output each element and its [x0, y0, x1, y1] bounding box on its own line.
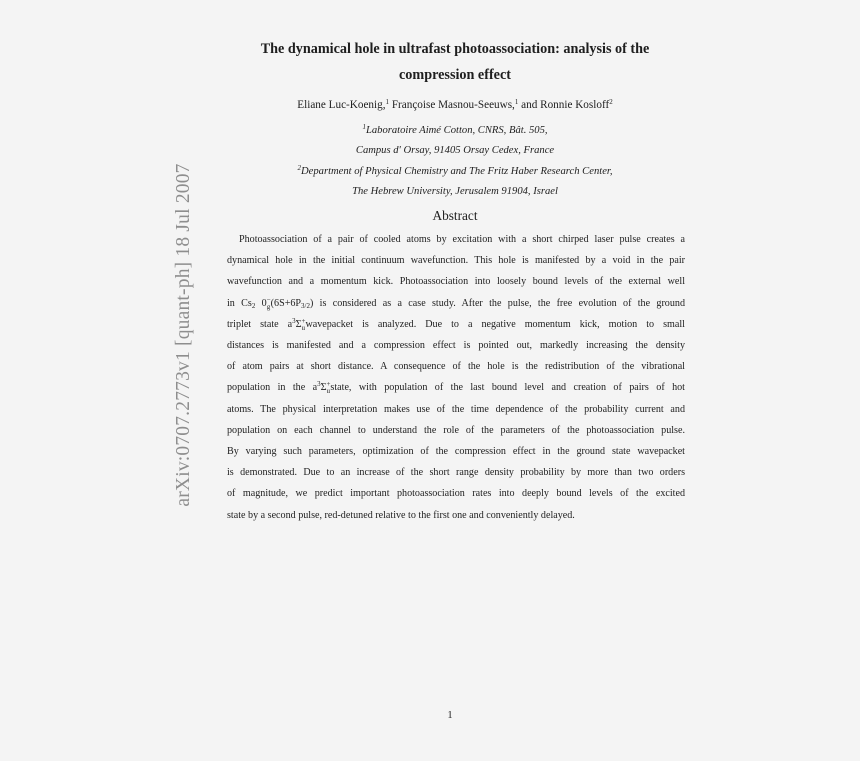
- abstract-line: wavefunction and a momentum kick. Photoassociation into loosely bound levels of the external well: [227, 276, 685, 288]
- text-fragment: triplet state a: [227, 318, 293, 330]
- abstract-line: Photoassociation of a pair of cooled atoms by excitation with a short chirped laser pulse creates a: [239, 234, 685, 245]
- abstract-line: state by a second pulse, red-detuned relative to the first one and conveniently delayed.: [227, 509, 575, 521]
- abstract-line: population on each channel to understand the role of the parameters of the photoassociation pulse.: [227, 424, 685, 436]
- title-line-1: The dynamical hole in ultrafast photoassociation: analysis of the: [260, 41, 650, 57]
- abstract-line: is demonstrated. Due to an increase of the short range density probability by more than two orders: [227, 467, 685, 479]
- text-fragment: wavepacket is analyzed. Due to a negative momentum kick, motion to small: [305, 318, 685, 330]
- page-number: 1: [447, 710, 453, 721]
- superscript: +: [301, 316, 306, 325]
- affiliation-1-line-1: [220, 121, 690, 141]
- text-fragment: population in the a: [227, 382, 318, 394]
- subscript: g: [266, 302, 271, 311]
- abstract-line-triplet: [227, 314, 685, 335]
- arxiv-stamp: arXiv:0707.2773v1 [quant-ph] 18 Jul 2007: [173, 163, 194, 507]
- affiliation-1-line-2: Campus d' Orsay, 91405 Orsay Cedex, France: [355, 145, 555, 157]
- sigma-symbol: Σ: [320, 382, 327, 394]
- text-fragment: (6S+6P: [270, 297, 302, 309]
- affiliations: [220, 121, 690, 202]
- author-2: Françoise Masnou-Seeuws,: [391, 99, 515, 111]
- affiliation-2-line-2: The Hebrew University, Jerusalem 91904, Israel: [352, 185, 558, 197]
- superscript: +: [326, 380, 331, 389]
- abstract-line: of magnitude, we predict important photoassociation rates into deeply bound levels of the excited: [227, 488, 685, 500]
- affiliation-2-text: Department of Physical Chemistry and The Fritz Haber Research Center,: [301, 165, 613, 177]
- abstract-line-population: [227, 377, 685, 398]
- affiliation-1-mark: 1: [362, 123, 366, 131]
- superscript: −: [266, 295, 271, 304]
- text-fragment: ) is considered as a case study. After the pulse, the free evolution of the ground: [310, 297, 685, 309]
- text-fragment: state, with population of the last bound level and creation of pairs of hot: [330, 382, 685, 394]
- author-3-affil-mark: 2: [609, 98, 613, 106]
- text-fragment: in Cs: [227, 297, 252, 309]
- author-1: Eliane Luc-Koenig,: [297, 99, 386, 111]
- author-2-affil-mark: 1: [514, 98, 519, 106]
- affiliation-1-text: Laboratoire Aimé Cotton, CNRS, Bât. 505,: [365, 125, 548, 136]
- abstract-line: dynamical hole in the initial continuum wavefunction. This hole is manifested by a void in the pair: [227, 255, 685, 267]
- subscript: u: [301, 323, 305, 332]
- abstract-line-cs2: [227, 293, 685, 314]
- author-3: and Ronnie Kosloff: [521, 99, 610, 111]
- affiliation-2-line-1: [220, 162, 690, 182]
- subscript: u: [326, 387, 330, 396]
- abstract-line: distances is manifested and a compression effect is pointed out, markedly increasing the density: [227, 340, 685, 352]
- abstract-line: By varying such parameters, optimization of the compression effect in the ground state wavepacket: [227, 446, 685, 458]
- abstract-line: atoms. The physical interpretation makes use of the time dependence of the probability current and: [227, 403, 685, 415]
- author-list: [220, 96, 690, 114]
- superscript: 3: [317, 380, 321, 389]
- abstract-heading: Abstract: [432, 208, 478, 223]
- paper-title: [220, 36, 690, 88]
- text-fragment: 0: [261, 297, 267, 309]
- sigma-symbol: Σ: [295, 318, 302, 330]
- abstract-line: of atom pairs at short distance. A consequence of the hole is the redistribution of the vibrational: [227, 361, 685, 373]
- abstract-text: [227, 229, 685, 526]
- author-1-affil-mark: 1: [385, 98, 390, 106]
- subscript: 3/2: [301, 301, 310, 310]
- title-line-2: compression effect: [398, 67, 512, 83]
- superscript: 3: [292, 316, 296, 325]
- affiliation-2-mark: 2: [297, 163, 301, 172]
- subscript: 2: [251, 301, 256, 310]
